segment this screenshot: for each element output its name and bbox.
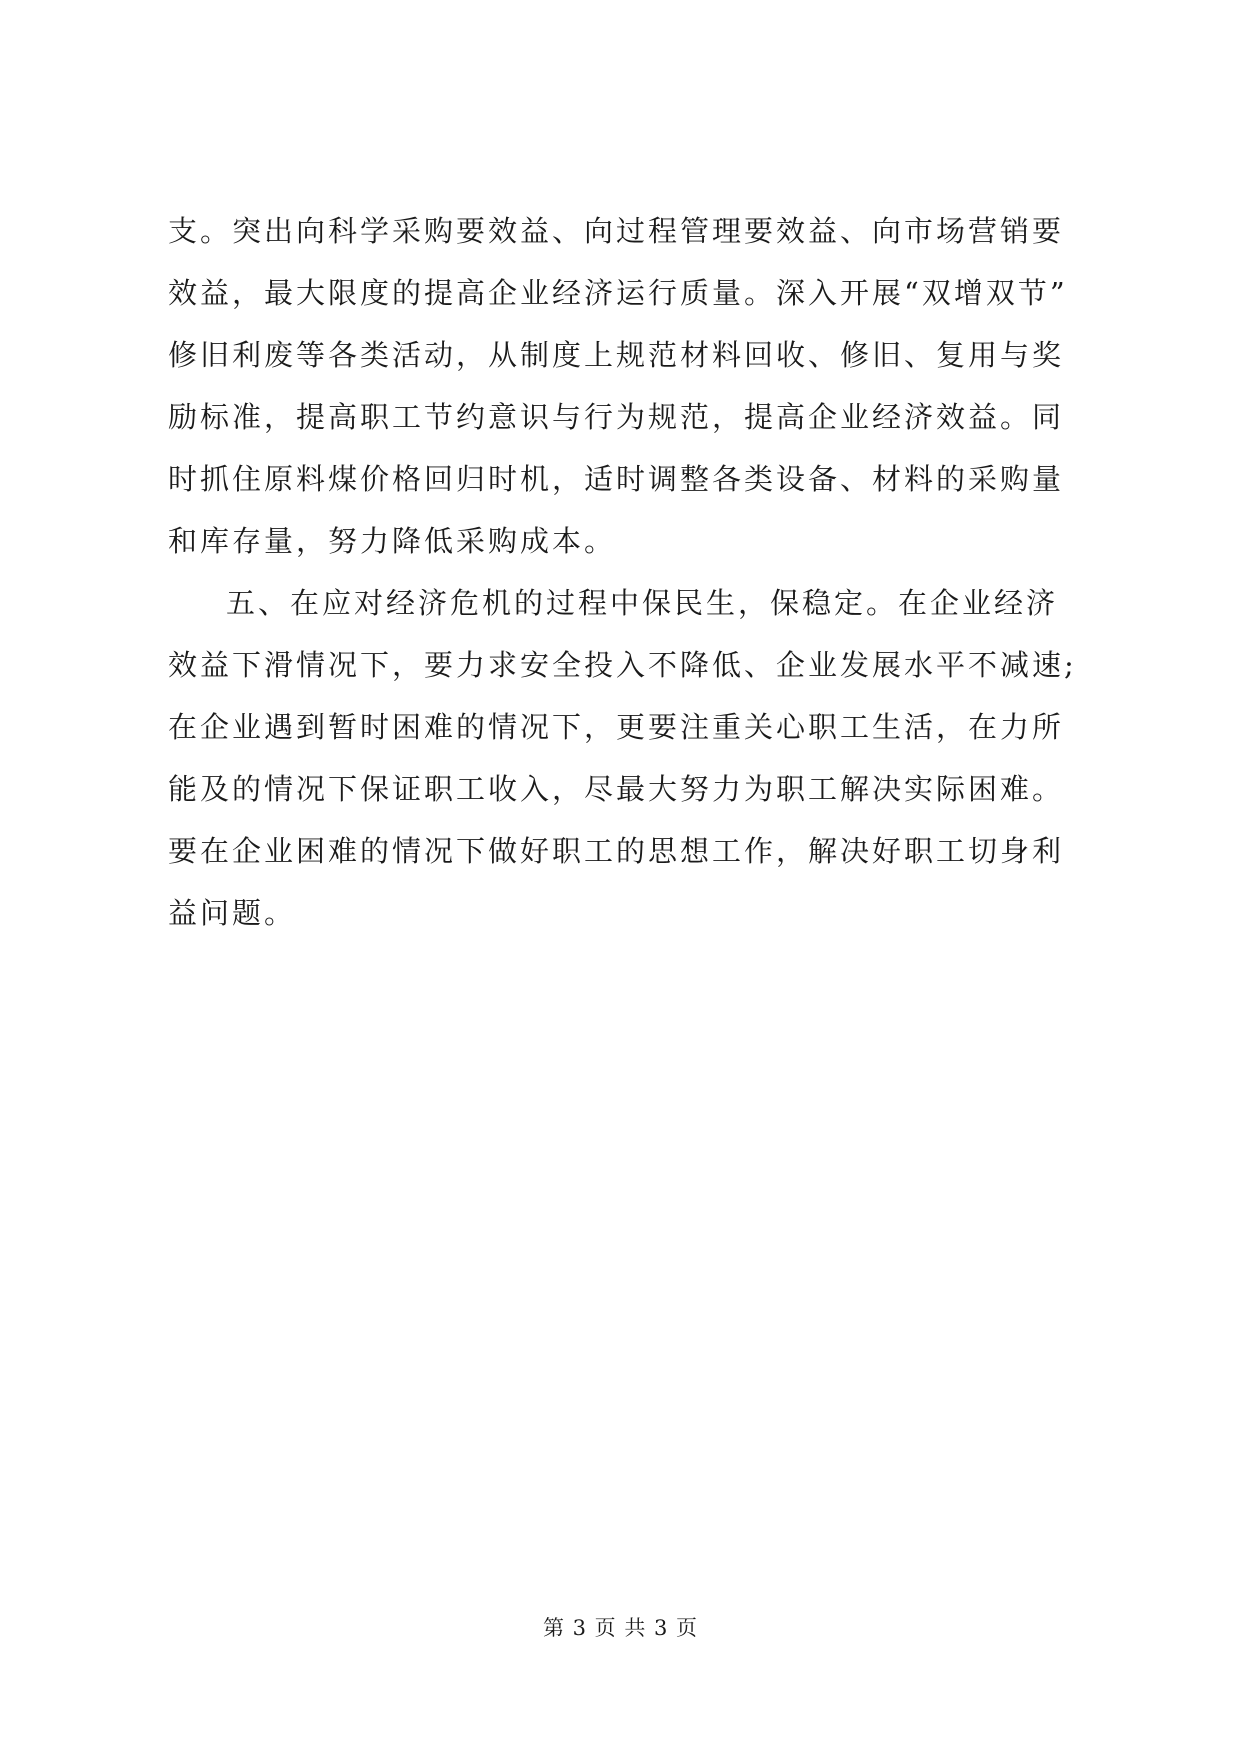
paragraph-2-line: 益问题。 bbox=[168, 896, 297, 930]
paragraph-2-line: 效益下滑情况下，要力求安全投入不降低、企业发展水平不减速; bbox=[168, 648, 1077, 682]
paragraph-1-line: 修旧利废等各类活动，从制度上规范材料回收、修旧、复用与奖 bbox=[168, 338, 1065, 372]
page-footer bbox=[0, 1612, 1241, 1642]
paragraph-1-line: 效益，最大限度的提高企业经济运行质量。深入开展“双增双节” bbox=[168, 276, 1068, 310]
page-number: 第 3 页 共 3 页 bbox=[542, 1616, 699, 1640]
paragraph-1-line: 支。突出向科学采购要效益、向过程管理要效益、向市场营销要 bbox=[168, 214, 1065, 248]
body-text bbox=[168, 200, 1086, 944]
paragraph-2-line: 五、在应对经济危机的过程中保民生，保稳定。在企业经济 bbox=[226, 586, 1059, 620]
paragraph-1-line: 和库存量，努力降低采购成本。 bbox=[168, 524, 617, 558]
paragraph-1-line: 励标准，提高职工节约意识与行为规范，提高企业经济效益。同 bbox=[168, 400, 1065, 434]
paragraph-1-line: 时抓住原料煤价格回归时机，适时调整各类设备、材料的采购量 bbox=[168, 462, 1065, 496]
paragraph-2-line: 在企业遇到暂时困难的情况下，更要注重关心职工生活，在力所 bbox=[168, 710, 1065, 744]
paragraph-2-line: 能及的情况下保证职工收入，尽最大努力为职工解决实际困难。 bbox=[168, 772, 1065, 806]
paragraph-2-line: 要在企业困难的情况下做好职工的思想工作，解决好职工切身利 bbox=[168, 834, 1065, 868]
